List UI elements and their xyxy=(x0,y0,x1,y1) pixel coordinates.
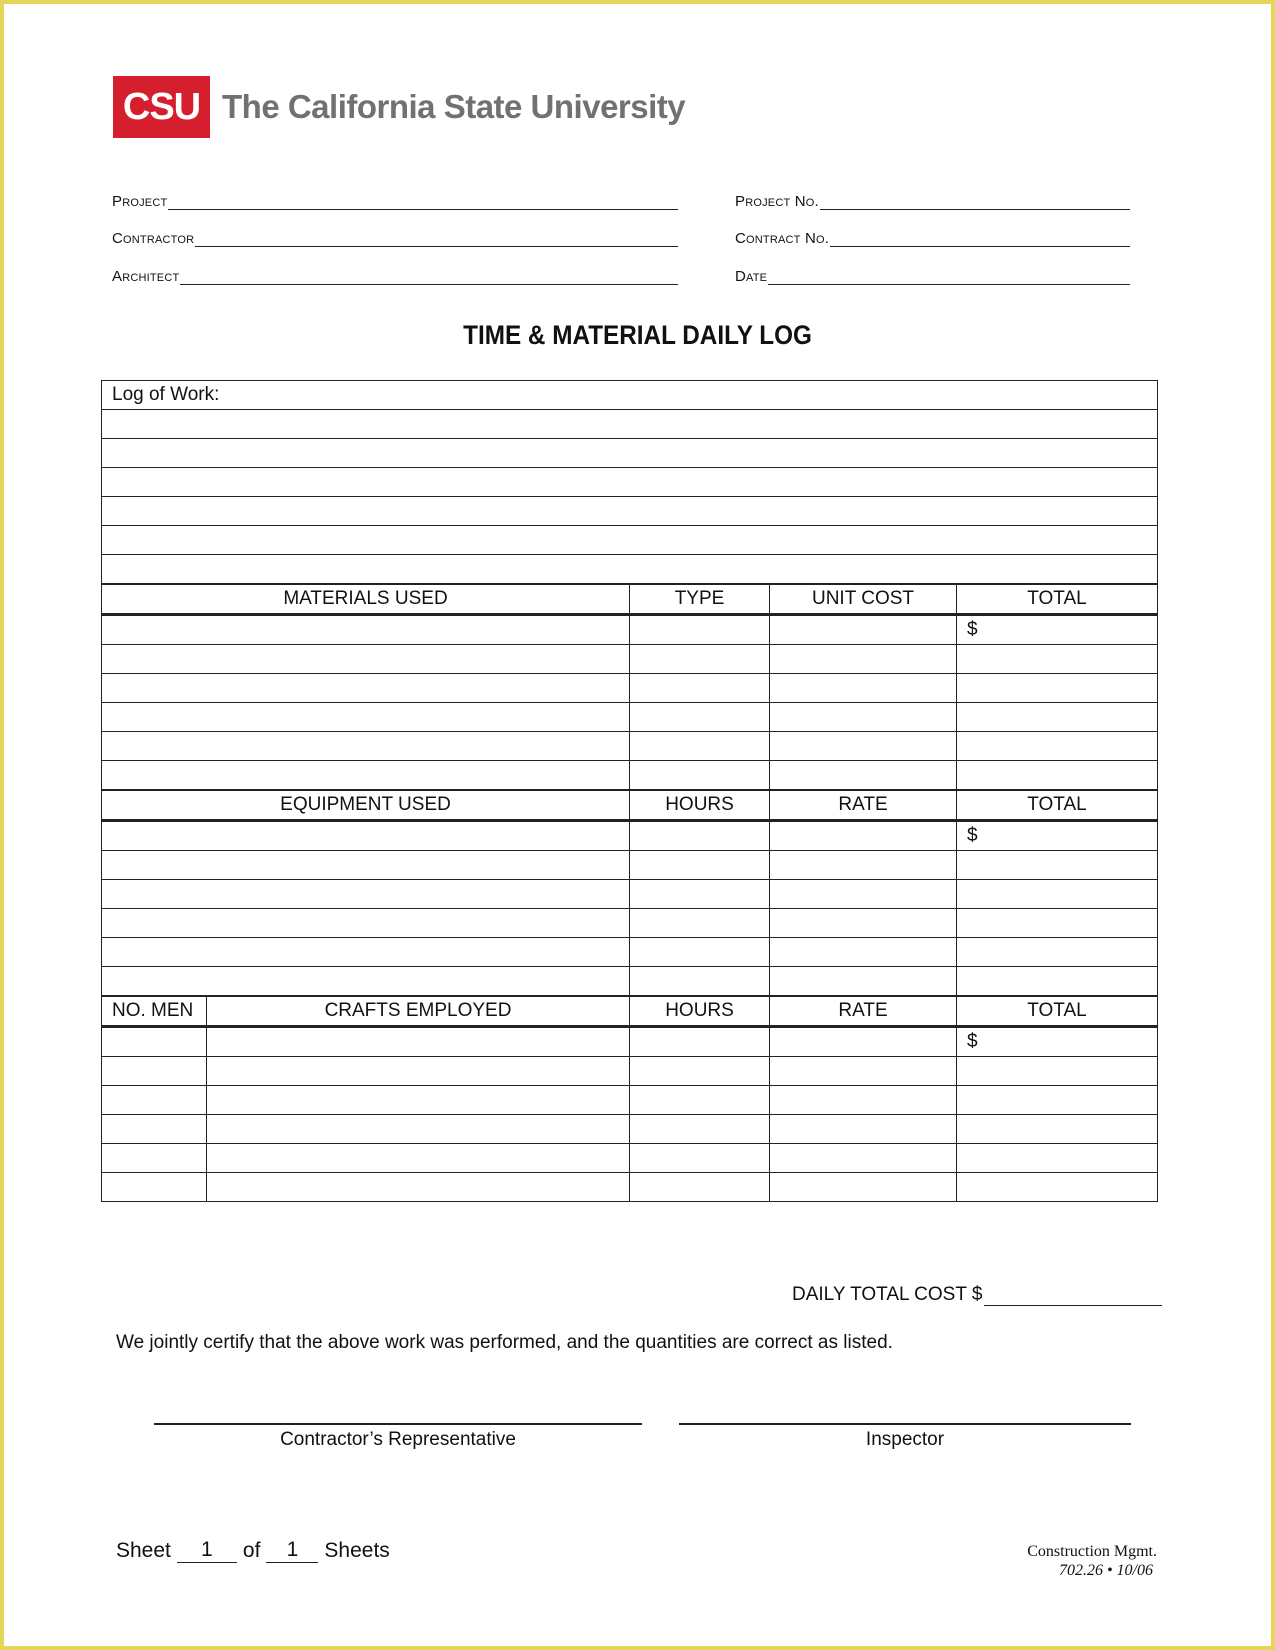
cell[interactable] xyxy=(102,1144,207,1173)
architect-label: Architect xyxy=(112,268,180,285)
sheets-label: Sheets xyxy=(324,1539,390,1562)
cell[interactable] xyxy=(102,967,630,997)
cell[interactable] xyxy=(207,1086,630,1115)
materials-used-header: MATERIALS USED xyxy=(102,584,630,615)
contractor-label: Contractor xyxy=(112,230,195,247)
cell[interactable] xyxy=(957,615,1158,645)
cell[interactable] xyxy=(102,732,630,761)
cell[interactable] xyxy=(770,732,957,761)
daily-total-cost[interactable] xyxy=(792,1282,1162,1306)
contract-no-line[interactable] xyxy=(830,229,1130,247)
project-no-line[interactable] xyxy=(820,192,1130,210)
table-row[interactable] xyxy=(102,938,1158,967)
table-row[interactable] xyxy=(102,732,1158,761)
equipment-rate-header: RATE xyxy=(770,790,957,821)
cell[interactable] xyxy=(630,761,770,791)
table-row[interactable] xyxy=(102,821,1158,851)
cell[interactable] xyxy=(102,938,630,967)
project-label: Project xyxy=(112,193,168,210)
crafts-total-header: TOTAL xyxy=(957,996,1158,1027)
materials-header xyxy=(102,584,1158,615)
cell[interactable] xyxy=(770,1115,957,1144)
table-row[interactable] xyxy=(102,703,1158,732)
equipment-header xyxy=(102,790,1158,821)
cell[interactable] xyxy=(957,909,1158,938)
log-line[interactable] xyxy=(102,468,1158,497)
cell[interactable] xyxy=(770,1086,957,1115)
cell[interactable] xyxy=(207,1115,630,1144)
log-line[interactable] xyxy=(102,439,1158,468)
cell[interactable] xyxy=(770,1144,957,1173)
cell[interactable] xyxy=(102,645,630,674)
cell[interactable] xyxy=(102,1173,207,1202)
equipment-used-header: EQUIPMENT USED xyxy=(102,790,630,821)
materials-total-header: TOTAL xyxy=(957,584,1158,615)
project-line[interactable] xyxy=(168,192,678,210)
cell[interactable] xyxy=(630,1027,770,1057)
cell[interactable] xyxy=(770,880,957,909)
type-header: TYPE xyxy=(630,584,770,615)
of-label: of xyxy=(242,1539,261,1562)
crafts-dollar: $ xyxy=(967,1031,978,1052)
logo-mark: CSU xyxy=(113,76,210,138)
daily-total-label: DAILY TOTAL COST $ xyxy=(792,1284,983,1305)
contractor-line[interactable] xyxy=(195,229,678,247)
cell[interactable] xyxy=(770,1057,957,1086)
cell[interactable] xyxy=(957,880,1158,909)
sheet-number[interactable]: 1 xyxy=(177,1538,237,1563)
cell[interactable] xyxy=(770,615,957,645)
cell[interactable] xyxy=(630,1057,770,1086)
cell[interactable] xyxy=(630,851,770,880)
cell[interactable] xyxy=(102,821,630,851)
cell[interactable] xyxy=(630,938,770,967)
cell[interactable] xyxy=(957,703,1158,732)
table-row[interactable] xyxy=(102,880,1158,909)
contract-no-field[interactable] xyxy=(735,225,1130,247)
cell[interactable] xyxy=(770,645,957,674)
cell[interactable] xyxy=(102,909,630,938)
cell[interactable] xyxy=(630,703,770,732)
cell[interactable] xyxy=(630,967,770,997)
cell[interactable] xyxy=(630,821,770,851)
table-row[interactable] xyxy=(102,1173,1158,1202)
log-row[interactable] xyxy=(102,497,1158,526)
cell[interactable] xyxy=(102,761,630,791)
cell[interactable] xyxy=(102,1057,207,1086)
cell[interactable] xyxy=(102,1086,207,1115)
cell[interactable] xyxy=(957,1144,1158,1173)
form-footer xyxy=(964,1542,1157,1580)
project-no-label: Project No. xyxy=(735,193,819,210)
cell[interactable] xyxy=(770,1173,957,1202)
log-line[interactable] xyxy=(102,410,1158,439)
cell[interactable] xyxy=(770,1027,957,1057)
architect-field[interactable] xyxy=(112,263,678,285)
cell[interactable] xyxy=(957,938,1158,967)
cell[interactable] xyxy=(630,674,770,703)
cell[interactable] xyxy=(957,1086,1158,1115)
date-label: Date xyxy=(735,268,768,285)
cell[interactable] xyxy=(770,938,957,967)
cell[interactable] xyxy=(102,880,630,909)
log-row[interactable] xyxy=(102,468,1158,497)
table-row[interactable] xyxy=(102,1057,1158,1086)
table-row[interactable] xyxy=(102,1027,1158,1057)
cell[interactable] xyxy=(102,1115,207,1144)
cell[interactable] xyxy=(770,909,957,938)
cell[interactable] xyxy=(770,851,957,880)
cell[interactable] xyxy=(770,821,957,851)
cell[interactable] xyxy=(207,1057,630,1086)
cell[interactable] xyxy=(630,909,770,938)
cell[interactable] xyxy=(957,1115,1158,1144)
cell[interactable] xyxy=(770,967,957,997)
materials-dollar: $ xyxy=(967,619,978,640)
footer-code: 702.26 • 10/06 xyxy=(1058,1562,1153,1579)
crafts-header xyxy=(102,996,1158,1027)
cell[interactable] xyxy=(102,851,630,880)
inspector-label: Inspector xyxy=(865,1429,945,1450)
log-row[interactable] xyxy=(102,439,1158,468)
table-row[interactable] xyxy=(102,761,1158,791)
cell[interactable] xyxy=(207,1027,630,1057)
cell[interactable] xyxy=(957,1173,1158,1202)
daily-total-line[interactable] xyxy=(984,1284,1162,1306)
cell[interactable] xyxy=(102,703,630,732)
crafts-employed-header: CRAFTS EMPLOYED xyxy=(207,996,630,1027)
log-line[interactable] xyxy=(102,526,1158,555)
no-men-header: NO. MEN xyxy=(102,996,207,1027)
date-line[interactable] xyxy=(768,267,1130,285)
architect-line[interactable] xyxy=(180,267,678,285)
contract-no-label: Contract No. xyxy=(735,230,830,247)
table-row[interactable] xyxy=(102,967,1158,997)
cell[interactable] xyxy=(207,1144,630,1173)
sheet-count xyxy=(116,1538,390,1563)
cell[interactable] xyxy=(957,645,1158,674)
table-row[interactable] xyxy=(102,851,1158,880)
university-name: The California State University xyxy=(222,88,686,125)
contractor-rep-label: Contractor’s Representative xyxy=(280,1429,516,1450)
contractor-signature-line[interactable] xyxy=(154,1423,642,1425)
equipment-total-header: TOTAL xyxy=(957,790,1158,821)
contractor-field[interactable] xyxy=(112,225,678,247)
table-row[interactable] xyxy=(102,909,1158,938)
inspector-signature-line[interactable] xyxy=(679,1423,1131,1425)
cell[interactable] xyxy=(630,1144,770,1173)
cell[interactable] xyxy=(630,615,770,645)
project-field[interactable] xyxy=(112,188,678,210)
log-row[interactable] xyxy=(102,555,1158,585)
crafts-rate-header: RATE xyxy=(770,996,957,1027)
project-no-field[interactable] xyxy=(735,188,1130,210)
certification-text: We jointly certify that the above work was performed, and the quantities are correct as listed. xyxy=(116,1332,893,1353)
cell[interactable] xyxy=(770,761,957,791)
cell[interactable] xyxy=(102,674,630,703)
table-row[interactable] xyxy=(102,674,1158,703)
footer-dept: Construction Mgmt. xyxy=(1027,1543,1157,1560)
cell[interactable] xyxy=(957,732,1158,761)
log-of-work-label: Log of Work: xyxy=(102,381,1158,410)
sheet-label: Sheet xyxy=(116,1539,171,1562)
cell[interactable] xyxy=(770,703,957,732)
equipment-hours-header: HOURS xyxy=(630,790,770,821)
log-row[interactable] xyxy=(102,410,1158,439)
log-line[interactable] xyxy=(102,497,1158,526)
cell[interactable] xyxy=(630,732,770,761)
cell[interactable] xyxy=(630,1115,770,1144)
table-row[interactable] xyxy=(102,1144,1158,1173)
cell[interactable] xyxy=(957,1027,1158,1057)
log-line[interactable] xyxy=(102,555,1158,585)
cell[interactable] xyxy=(957,761,1158,791)
cell[interactable] xyxy=(957,967,1158,997)
csu-logo xyxy=(113,76,685,138)
table-row[interactable] xyxy=(102,1086,1158,1115)
cell[interactable] xyxy=(630,1086,770,1115)
form-title: TIME & MATERIAL DAILY LOG xyxy=(463,320,812,350)
cell[interactable] xyxy=(957,851,1158,880)
cell[interactable] xyxy=(957,1057,1158,1086)
cell[interactable] xyxy=(630,645,770,674)
log-table xyxy=(101,380,1158,1202)
table-row[interactable] xyxy=(102,615,1158,645)
cell[interactable] xyxy=(102,1027,207,1057)
cell[interactable] xyxy=(630,880,770,909)
cell[interactable] xyxy=(207,1173,630,1202)
table-row[interactable] xyxy=(102,1115,1158,1144)
cell[interactable] xyxy=(770,674,957,703)
table-row[interactable] xyxy=(102,645,1158,674)
cell[interactable] xyxy=(957,821,1158,851)
total-sheets[interactable]: 1 xyxy=(266,1538,318,1563)
crafts-hours-header: HOURS xyxy=(630,996,770,1027)
cell[interactable] xyxy=(102,615,630,645)
log-row[interactable] xyxy=(102,526,1158,555)
date-field[interactable] xyxy=(735,263,1130,285)
cell[interactable] xyxy=(630,1173,770,1202)
equipment-dollar: $ xyxy=(967,825,978,846)
unit-cost-header: UNIT COST xyxy=(770,584,957,615)
cell[interactable] xyxy=(957,674,1158,703)
